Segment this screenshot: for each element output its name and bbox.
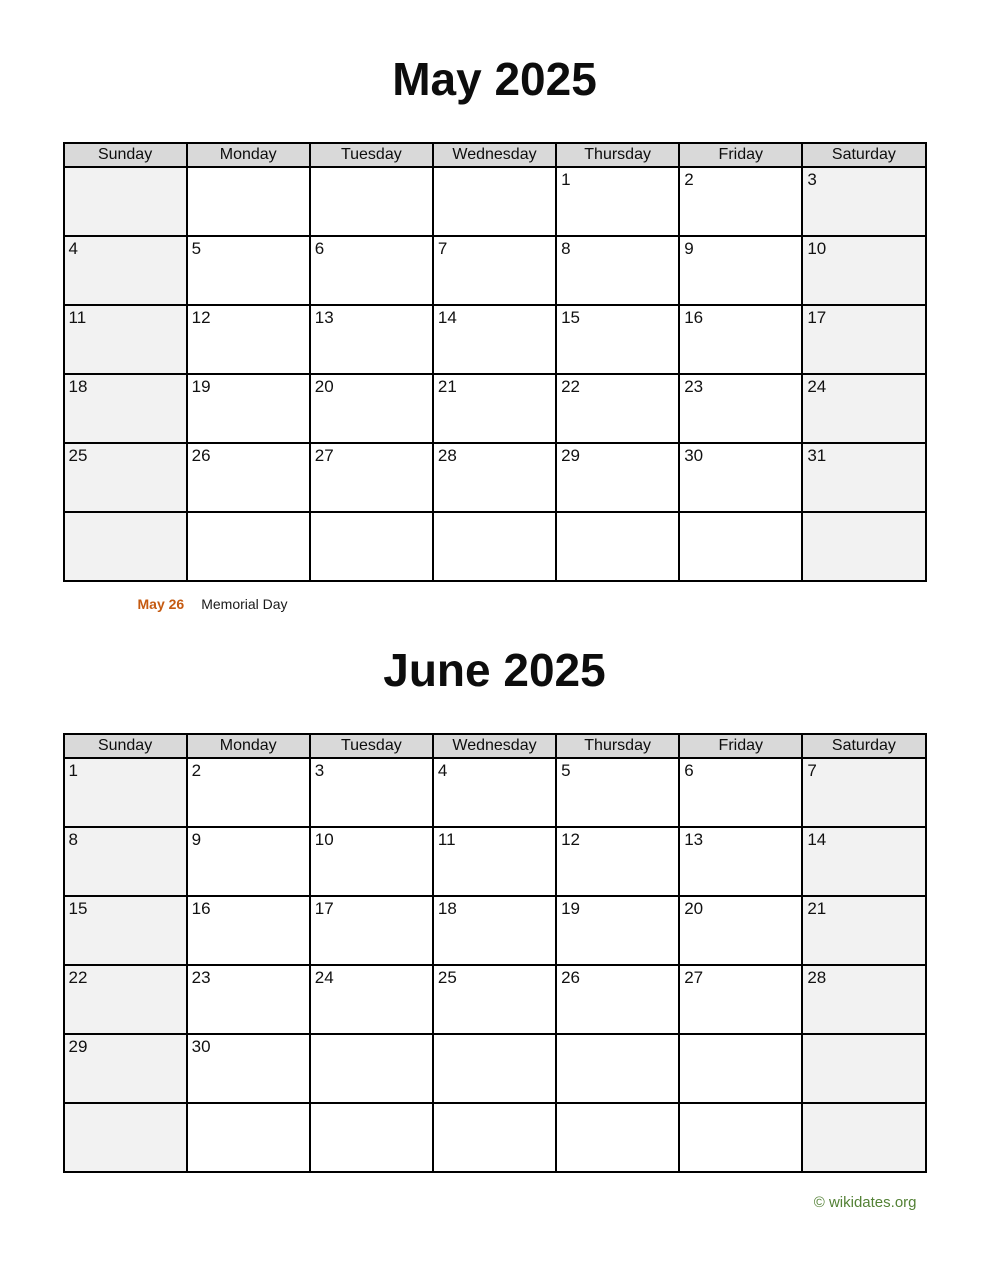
calendar-week-row bbox=[64, 167, 926, 236]
weekday-header: Friday bbox=[679, 143, 802, 167]
day-cell bbox=[556, 1103, 679, 1172]
day-cell: 29 bbox=[64, 1034, 187, 1103]
day-cell: 12 bbox=[556, 827, 679, 896]
day-cell: 1 bbox=[64, 758, 187, 827]
day-cell: 18 bbox=[64, 374, 187, 443]
weekday-header: Thursday bbox=[556, 143, 679, 167]
day-cell: 2 bbox=[679, 167, 802, 236]
weekday-header: Friday bbox=[679, 734, 802, 758]
day-cell bbox=[187, 512, 310, 581]
day-cell: 19 bbox=[556, 896, 679, 965]
calendar-week-row bbox=[64, 443, 926, 512]
day-cell: 5 bbox=[187, 236, 310, 305]
day-cell bbox=[310, 167, 433, 236]
day-cell: 16 bbox=[187, 896, 310, 965]
day-cell: 20 bbox=[679, 896, 802, 965]
day-cell: 9 bbox=[679, 236, 802, 305]
day-cell: 25 bbox=[64, 443, 187, 512]
day-cell: 23 bbox=[679, 374, 802, 443]
day-cell bbox=[679, 1103, 802, 1172]
day-cell: 13 bbox=[679, 827, 802, 896]
calendar-week-row bbox=[64, 896, 926, 965]
day-cell bbox=[556, 1034, 679, 1103]
day-cell: 22 bbox=[64, 965, 187, 1034]
calendar-week-row bbox=[64, 374, 926, 443]
day-cell bbox=[433, 167, 556, 236]
day-cell: 11 bbox=[64, 305, 187, 374]
day-cell: 9 bbox=[187, 827, 310, 896]
day-cell: 31 bbox=[802, 443, 925, 512]
day-cell bbox=[64, 167, 187, 236]
weekday-header: Wednesday bbox=[433, 143, 556, 167]
day-cell: 17 bbox=[802, 305, 925, 374]
day-cell: 8 bbox=[556, 236, 679, 305]
weekday-header: Tuesday bbox=[310, 734, 433, 758]
day-cell: 12 bbox=[187, 305, 310, 374]
weekday-header: Thursday bbox=[556, 734, 679, 758]
calendar-week-row bbox=[64, 236, 926, 305]
day-cell bbox=[64, 1103, 187, 1172]
calendar-week-row bbox=[64, 1103, 926, 1172]
day-cell: 21 bbox=[433, 374, 556, 443]
day-cell: 22 bbox=[556, 374, 679, 443]
day-cell bbox=[310, 1103, 433, 1172]
weekday-header-row bbox=[64, 734, 926, 758]
weekday-header: Sunday bbox=[64, 734, 187, 758]
day-cell bbox=[433, 1103, 556, 1172]
day-cell: 27 bbox=[310, 443, 433, 512]
day-cell: 17 bbox=[310, 896, 433, 965]
day-cell bbox=[64, 512, 187, 581]
day-cell: 26 bbox=[556, 965, 679, 1034]
day-cell: 24 bbox=[310, 965, 433, 1034]
day-cell: 25 bbox=[433, 965, 556, 1034]
calendar-table bbox=[63, 733, 927, 1173]
day-cell: 4 bbox=[433, 758, 556, 827]
day-cell bbox=[433, 1034, 556, 1103]
day-cell: 3 bbox=[310, 758, 433, 827]
day-cell bbox=[679, 512, 802, 581]
holiday-name: Memorial Day bbox=[201, 596, 288, 612]
day-cell bbox=[310, 512, 433, 581]
month-title: May 2025 bbox=[392, 53, 597, 105]
month-title: June 2025 bbox=[383, 644, 606, 696]
weekday-header-row bbox=[64, 143, 926, 167]
day-cell: 28 bbox=[433, 443, 556, 512]
calendar-week-row bbox=[64, 965, 926, 1034]
day-cell bbox=[679, 1034, 802, 1103]
weekday-header: Wednesday bbox=[433, 734, 556, 758]
calendar-week-row bbox=[64, 1034, 926, 1103]
day-cell: 11 bbox=[433, 827, 556, 896]
day-cell: 2 bbox=[187, 758, 310, 827]
day-cell bbox=[187, 1103, 310, 1172]
day-cell: 26 bbox=[187, 443, 310, 512]
day-cell: 15 bbox=[64, 896, 187, 965]
weekday-header: Monday bbox=[187, 143, 310, 167]
day-cell: 6 bbox=[679, 758, 802, 827]
day-cell: 10 bbox=[802, 236, 925, 305]
day-cell: 6 bbox=[310, 236, 433, 305]
day-cell: 16 bbox=[679, 305, 802, 374]
day-cell: 3 bbox=[802, 167, 925, 236]
day-cell: 8 bbox=[64, 827, 187, 896]
day-cell bbox=[310, 1034, 433, 1103]
day-cell bbox=[802, 512, 925, 581]
month-section bbox=[0, 50, 989, 613]
day-cell: 14 bbox=[802, 827, 925, 896]
day-cell bbox=[556, 512, 679, 581]
day-cell: 27 bbox=[679, 965, 802, 1034]
day-cell: 24 bbox=[802, 374, 925, 443]
day-cell: 14 bbox=[433, 305, 556, 374]
calendar-table bbox=[63, 142, 927, 582]
day-cell bbox=[802, 1034, 925, 1103]
day-cell: 18 bbox=[433, 896, 556, 965]
weekday-header: Monday bbox=[187, 734, 310, 758]
day-cell: 7 bbox=[802, 758, 925, 827]
month-section bbox=[0, 641, 989, 1173]
calendar-week-row bbox=[64, 758, 926, 827]
day-cell: 30 bbox=[679, 443, 802, 512]
day-cell bbox=[187, 167, 310, 236]
calendar-week-row bbox=[64, 305, 926, 374]
copyright-text: © wikidates.org bbox=[813, 1194, 917, 1211]
weekday-header: Sunday bbox=[64, 143, 187, 167]
day-cell: 15 bbox=[556, 305, 679, 374]
day-cell: 23 bbox=[187, 965, 310, 1034]
day-cell: 20 bbox=[310, 374, 433, 443]
holiday-date: May 26 bbox=[137, 596, 185, 612]
day-cell: 21 bbox=[802, 896, 925, 965]
day-cell: 28 bbox=[802, 965, 925, 1034]
day-cell: 1 bbox=[556, 167, 679, 236]
calendar-week-row bbox=[64, 512, 926, 581]
day-cell: 10 bbox=[310, 827, 433, 896]
holiday-note bbox=[63, 596, 927, 613]
day-cell: 7 bbox=[433, 236, 556, 305]
weekday-header: Saturday bbox=[802, 734, 925, 758]
day-cell: 19 bbox=[187, 374, 310, 443]
weekday-header: Saturday bbox=[802, 143, 925, 167]
day-cell bbox=[802, 1103, 925, 1172]
footer-credit bbox=[63, 1194, 927, 1211]
day-cell: 13 bbox=[310, 305, 433, 374]
day-cell: 30 bbox=[187, 1034, 310, 1103]
calendar-week-row bbox=[64, 827, 926, 896]
day-cell: 5 bbox=[556, 758, 679, 827]
months-container bbox=[0, 50, 989, 1173]
day-cell: 4 bbox=[64, 236, 187, 305]
weekday-header: Tuesday bbox=[310, 143, 433, 167]
day-cell bbox=[433, 512, 556, 581]
day-cell: 29 bbox=[556, 443, 679, 512]
